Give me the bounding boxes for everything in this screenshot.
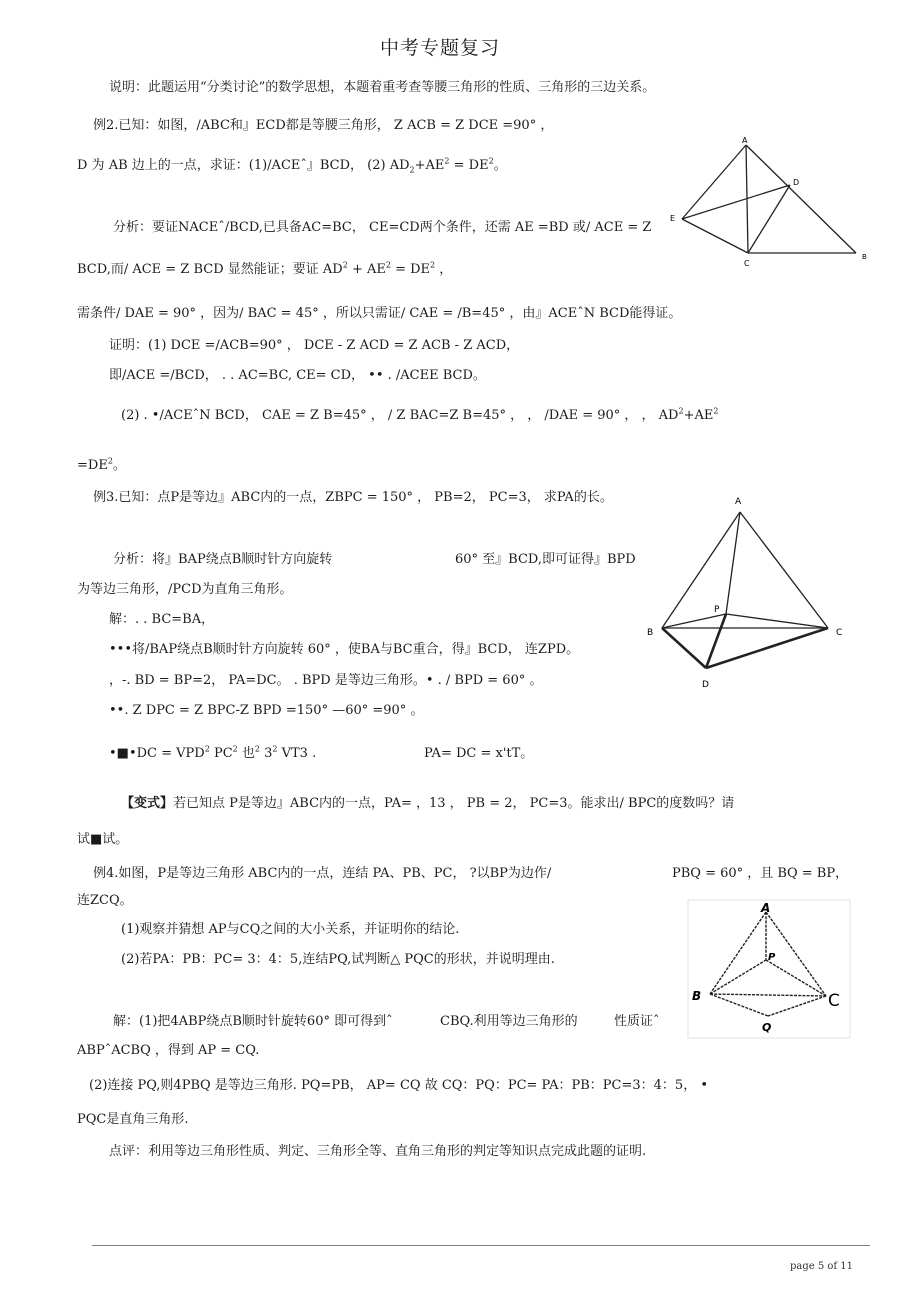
ex2-label-b: B	[862, 253, 867, 261]
ex2-proof-3a: (2) . •/ACEˆN BCD， CAE = Z B=45° ， / Z BAC=Z B=45° ， ， /DAE = 90° ， ， AD	[121, 408, 679, 423]
ex2-an-sup3: 2	[430, 260, 436, 270]
ex4-sol-1b: CBQ.利用等边三角形的	[440, 1014, 578, 1029]
ex2-statement: 例2.已知：如图，/ABC和』ECD都是等腰三角形， Z ACB = Z DCE =90° ，	[93, 118, 554, 133]
ex2-to-prove-c: = DE	[449, 158, 489, 173]
ex2-pf4-sup: 2	[107, 456, 113, 466]
ex3-figure	[640, 492, 860, 692]
page-title: 中考专题复习	[380, 37, 501, 59]
ex2-label-c: C	[744, 259, 750, 268]
ex2-seg-ea	[682, 145, 746, 219]
ex4-question-1: (1)观察并猜想 AP与CQ之间的大小关系，并证明你的结论.	[121, 922, 460, 937]
ex3-sol-3: ，-. BD = BP=2， PA=DC。 . BPD 是等边三角形。• . / BPD = 60° 。	[109, 673, 543, 688]
ex3-sol-5c: 也	[237, 746, 255, 761]
variant-line-1	[121, 796, 734, 812]
ex3-s5-sup4: 2	[272, 744, 278, 754]
ex4-statement-2: 连ZCQ。	[77, 893, 133, 908]
ex4-label-a: A	[761, 901, 771, 915]
ex4-figure-frame	[688, 900, 850, 1038]
ex2-analysis-2b: + AE	[347, 262, 386, 277]
ex4-sol-1c: 性质证ˆ	[614, 1014, 660, 1029]
ex3-analysis-1a: 分析：将』BAP绕点B顺时针方向旋转	[113, 552, 333, 567]
ex4-sol-3: (2)连接 PQ,则4PBQ 是等边三角形. PQ=PB， AP= CQ 故 CQ：PQ：PC= PA：PB：PC=3：4：5， •	[89, 1078, 708, 1093]
ex2-analysis-2	[77, 262, 452, 278]
ex2-proof-1: 证明：(1) DCE =/ACB=90° ， DCE - Z ACD = Z ACB - Z ACD，	[109, 338, 520, 353]
ex2-proof-4a: =DE	[77, 458, 108, 473]
ex2-analysis-3: 需条件/ DAE = 90° ，因为/ BAC = 45° ，所以只需证/ CAE = /B=45° ，由』ACEˆN BCD能得证。	[77, 306, 682, 321]
ex4-comment: 点评：利用等边三角形性质、判定、三角形全等、直角三角形的判定等知识点完成此题的证明.	[109, 1144, 647, 1159]
ex2-seg-ce	[682, 219, 748, 253]
ex3-s5-sup1: 2	[204, 744, 210, 754]
ex4-figure	[688, 900, 850, 1038]
ex2-analysis-2d: ，	[435, 262, 453, 277]
ex3-seg-bd	[662, 628, 706, 668]
ex3-sol-4: ••. Z DPC = Z BPC-Z BPD =150° —60° =90° 。	[109, 703, 424, 718]
ex3-sol-5	[109, 746, 316, 762]
ex2-proof-3b: +AE	[683, 408, 714, 423]
ex4-statement-b: PBQ = 60° ，且 BQ = BP，	[672, 866, 849, 881]
ex3-label-c: C	[836, 628, 843, 638]
ex2-an-sup1: 2	[342, 260, 348, 270]
ex2-proof-2: 即/ACE =/BCD， . . AC=BC, CE= CD， •• . /ACEE BCD。	[109, 368, 486, 383]
ex3-seg-cp	[726, 614, 828, 628]
intro-text: 说明：此题运用“分类讨论”的数学思想，本题着重考查等腰三角形的性质、三角形的三边关系。	[109, 80, 656, 95]
ex3-sol-2: •••将/BAP绕点B顺时针方向旋转 60° ，使BA与BC重合，得』BCD， 连ZPD。	[109, 642, 580, 657]
ex2-seg-ed	[682, 185, 790, 219]
ex4-sol-2: ABPˆACBQ ，得到 AP = CQ.	[77, 1043, 260, 1058]
ex2-sup2: 2	[488, 156, 494, 166]
ex2-sub: 2	[409, 165, 415, 175]
ex4-label-c: C	[828, 991, 840, 1011]
ex2-proof-4	[77, 458, 126, 474]
ex3-seg-cd	[706, 628, 828, 668]
ex3-statement: 例3.已知：点P是等边』ABC内的一点，ZBPC = 150° ， PB=2， PC=3， 求PA的长。	[93, 490, 613, 505]
ex3-seg-ac	[740, 512, 828, 628]
ex3-sol-5e: VT3 .	[277, 746, 317, 761]
ex2-to-prove-b: +AE	[414, 158, 445, 173]
ex3-analysis-2: 为等边三角形，/PCD为直角三角形。	[77, 582, 293, 597]
ex2-pf-sup2: 2	[713, 406, 719, 416]
ex3-label-a: A	[735, 497, 742, 507]
variant-tag: 【变式】	[121, 796, 174, 811]
ex4-label-q: Q	[762, 1021, 772, 1034]
ex3-analysis-1b: 60° 至』BCD,即可证得』BPD	[455, 552, 636, 567]
ex2-label-a: A	[742, 136, 748, 145]
ex2-label-e: E	[670, 214, 676, 223]
ex2-analysis-2c: = DE	[390, 262, 431, 277]
ex4-sol-4: PQC是直角三角形.	[77, 1112, 189, 1127]
ex4-sol-1a: 解：(1)把4ABP绕点B顺时针旋转60° 即可得到ˆ	[113, 1014, 393, 1029]
ex2-seg-cd	[748, 185, 790, 253]
ex2-analysis-2a: BCD,而/ ACE = Z BCD 显然能证；要证 AD	[77, 262, 343, 277]
ex4-statement-a: 例4.如图，P是等边三角形 ABC内的一点，连结 PA、PB、PC， ?以BP为边作/	[93, 866, 552, 881]
page-number: page 5 of 11	[790, 1261, 854, 1272]
ex3-sol-1: 解：. . BC=BA，	[109, 612, 215, 627]
ex2-proof-4b: 。	[112, 458, 126, 473]
ex4-label-b: B	[692, 989, 702, 1003]
ex3-s5-sup2: 2	[232, 744, 238, 754]
ex2-pf-sup1: 2	[678, 406, 684, 416]
ex3-seg-bp	[662, 614, 726, 628]
ex3-seg-ab	[662, 512, 740, 628]
ex2-to-prove-d: 。	[493, 158, 507, 173]
ex2-sup1: 2	[444, 156, 450, 166]
ex3-sol-5d: 3	[259, 746, 273, 761]
ex3-sol-5a: •■•DC = VPD	[109, 746, 205, 761]
ex2-proof-3	[121, 408, 718, 424]
footer-rule	[92, 1245, 870, 1246]
ex3-seg-ap	[726, 512, 740, 614]
variant-line-2: 试■试。	[77, 832, 129, 847]
ex4-label-p: P	[768, 952, 776, 963]
ex3-label-d: D	[702, 680, 709, 690]
ex3-label-p: P	[714, 605, 720, 615]
ex3-sol-5b: PC	[209, 746, 233, 761]
ex2-to-prove	[77, 158, 507, 174]
ex2-label-d: D	[793, 178, 800, 187]
ex3-sol-5f: PA= DC = x'tT。	[424, 746, 534, 761]
variant-text: 若已知点 P是等边』ABC内的一点，PA= ，13 ， PB = 2， PC=3。能求出/ BPC的度数吗？请	[173, 796, 735, 811]
ex2-figure	[660, 135, 880, 270]
ex2-an-sup2: 2	[385, 260, 391, 270]
ex2-seg-ab	[746, 145, 856, 253]
ex2-to-prove-a: D 为 AB 边上的一点，求证：(1)/ACEˆ』BCD， (2) AD	[77, 158, 410, 173]
ex3-s5-sup3: 2	[254, 744, 260, 754]
ex4-question-2: (2)若PA：PB：PC= 3：4：5,连结PQ,试判断△ PQC的形状，并说明理由.	[121, 952, 555, 967]
ex3-label-b: B	[647, 628, 654, 638]
ex3-seg-pd	[706, 614, 726, 668]
ex2-analysis-1: 分析：要证NACEˆ/BCD,已具备AC=BC， CE=CD两个条件，还需 AE =BD 或/ ACE = Z	[113, 220, 652, 235]
